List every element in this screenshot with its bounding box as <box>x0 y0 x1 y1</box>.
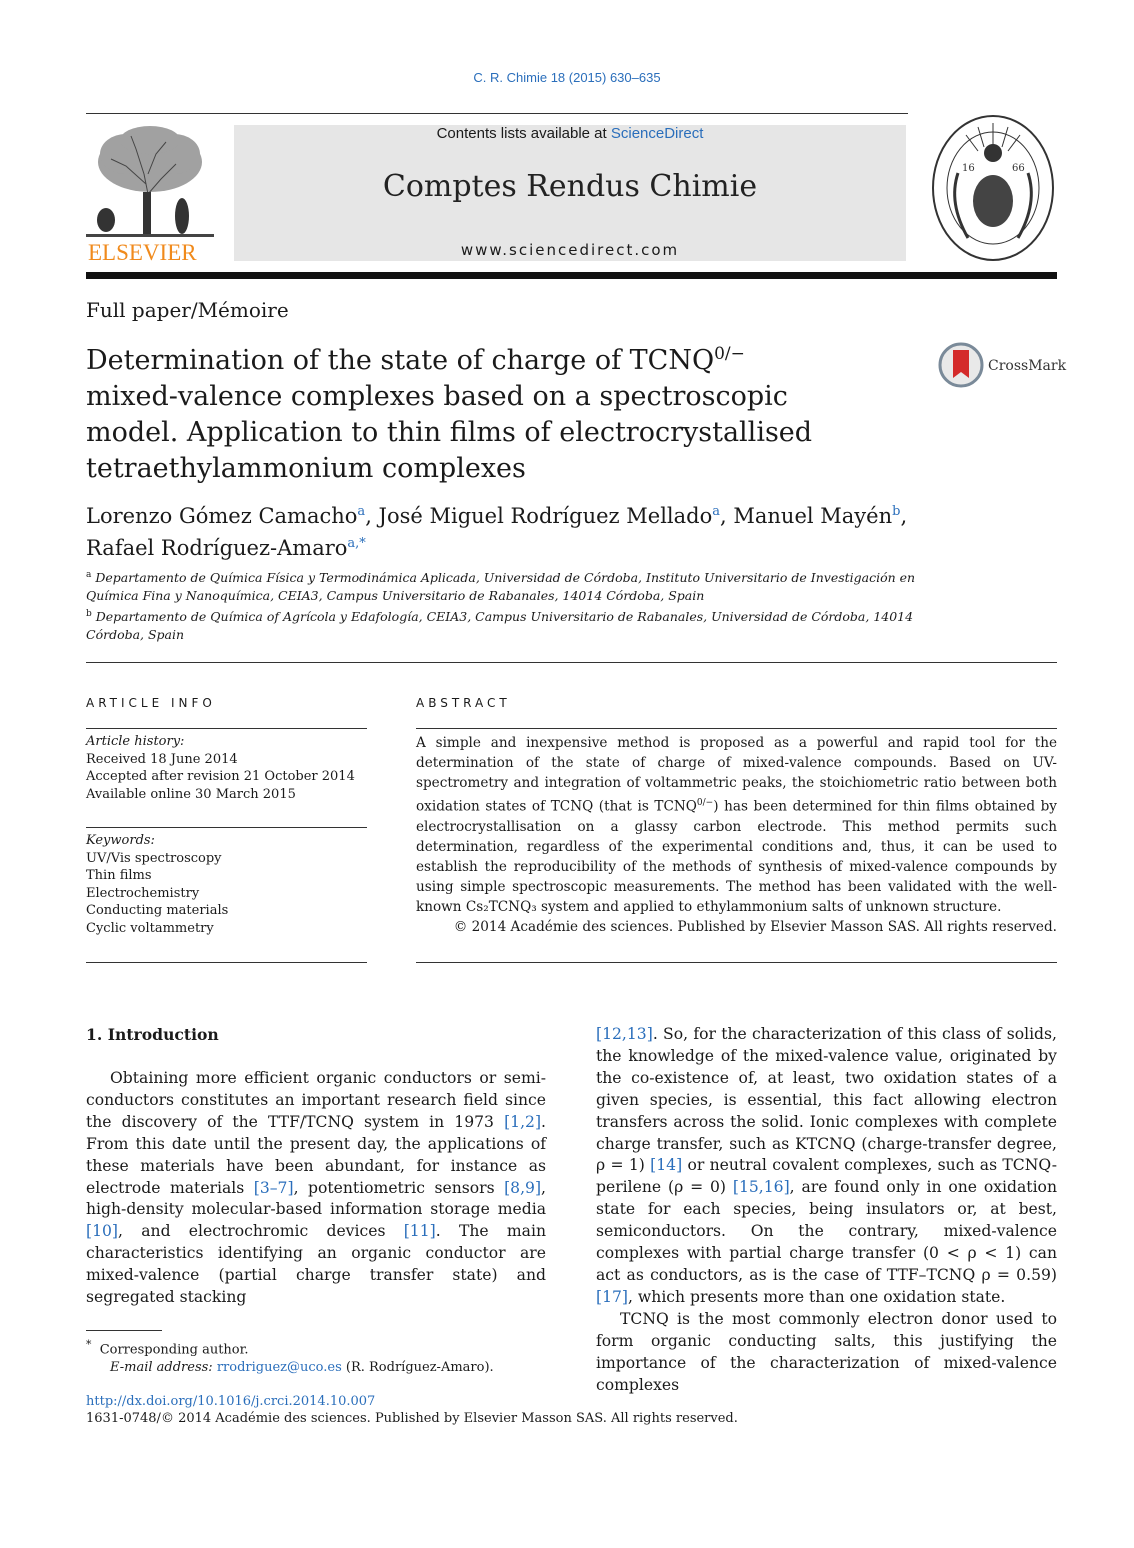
svg-text:16: 16 <box>962 163 975 174</box>
history-item: Accepted after revision 21 October 2014 <box>86 769 355 785</box>
journal-name: Comptes Rendus Chimie <box>382 169 758 204</box>
keywords: Keywords: UV/Vis spectroscopy Thin films Electrochemistry Conducting materials Cyclic voltammetry <box>86 832 367 938</box>
author: Lorenzo Gómez Camacho <box>86 504 358 528</box>
section-heading-introduction: 1. Introduction <box>86 1025 219 1044</box>
section-rule <box>86 662 1057 663</box>
article-info-rule <box>86 728 367 729</box>
keyword-item: UV/Vis spectroscopy <box>86 850 222 866</box>
ref-link[interactable]: [1,2] <box>504 1112 542 1131</box>
academie-seal <box>928 113 1058 263</box>
ref-link[interactable]: [3–7] <box>253 1178 294 1197</box>
affiliations <box>86 566 926 644</box>
seal-icon <box>928 113 1058 263</box>
contents-line: Contents lists available at ScienceDirect <box>436 125 704 142</box>
article-title: Determination of the state of charge of $TCNQ^{0/-}$ mixed-valence complexes based on a spectroscopic model. Application to thin films of electrocrystallised tetraethylammonium complexes <box>86 344 813 484</box>
ref-link[interactable]: [10] <box>86 1222 119 1241</box>
elsevier-logo <box>86 124 214 264</box>
author: José Miguel Rodríguez Mellado <box>378 504 713 528</box>
ref-link[interactable]: [14] <box>650 1156 683 1175</box>
email-link[interactable]: rrodriguez@uco.es <box>216 1360 342 1376</box>
header-thick-rule <box>86 272 1057 279</box>
article-info-heading: ARTICLE INFO <box>86 696 216 710</box>
ref-link[interactable]: [17] <box>596 1287 629 1306</box>
keyword-item: Electrochemistry <box>86 885 200 901</box>
body-column-left <box>86 1068 546 1309</box>
history-item: Received 18 June 2014 <box>86 751 238 767</box>
intro-paragraph-1: Obtaining more efficient organic conductors or semi-conductors constitutes an important research field since the discovery of the TTF/TCNQ system in 1973 [1,2]. From this date until the present day, the applications of these materials have been abundant, for instance as electrode materials [3–7], potentiometric sensors [8,9], high-density molecular-based information storage media [10], and electrochromic devices [11]. The main characteristics identifying an organic conductor are mixed-valence (partial charge transfer state) and segregated stacking <box>86 1069 546 1307</box>
abstract-rule <box>416 728 1057 729</box>
affiliation-item: $^b$ Departamento de Química of Agrícola y Edafología, CEIA3, Campus Universitario de Rabanales, Universidad de Córdoba, 14014 Córdoba, Spain <box>86 609 914 643</box>
abstract-copyright: © 2014 Académie des sciences. Published by Elsevier Masson SAS. All rights reserved. <box>453 918 1057 935</box>
sciencedirect-link[interactable]: ScienceDirect <box>610 125 704 142</box>
journal-banner <box>234 125 906 261</box>
author-list: Lorenzo Gómez Camacho$^a$, José Miguel Rodríguez Mellado$^a$, Manuel Mayén$^b$, Rafael Rodríguez-Amaro$^{a,*}$ <box>86 504 908 560</box>
ref-link[interactable]: [8,9] <box>504 1178 542 1197</box>
article-history: Article history: Received 18 June 2014 Accepted after revision 21 October 2014 Available online 30 March 2015 <box>86 733 367 803</box>
keyword-item: Thin films <box>86 868 152 884</box>
footer <box>86 1393 738 1427</box>
journal-url[interactable]: www.sciencedirect.com <box>460 241 680 259</box>
svg-text:66: 66 <box>1012 163 1025 174</box>
header-rule <box>86 113 908 114</box>
abstract-heading: ABSTRACT <box>416 696 511 710</box>
abstract-text: A simple and inexpensive method is proposed as a powerful and rapid tool for the determination of the state of charge of mixed-valence compounds. Based on UV-spectrometry and integration of voltammetric peaks, the stoichiometric ratio between both oxidation states of TCNQ (that is $TCNQ^{0/-}$) has been determined for thin films obtained by electrocrystallisation on a glassy carbon electrode. This method permits such determination, regardless of the experimental conditions and, thus, it can be used to establish the reproducibility of the methods of synthesis of mixed-valence compounds by using simple spectroscopic measurements. The method has been validated with the well-known Cs₂TCNQ₃ system and applied to ethylammonium salts of unknown structure. © 2014 Académie des sciences. Published by Elsevier Masson SAS. All rights reserved. <box>416 735 1057 935</box>
history-item: Available online 30 March 2015 <box>86 786 296 802</box>
keyword-item: Conducting materials <box>86 903 229 919</box>
intro-paragraph-continued: [12,13]. So, for the characterization of this class of solids, the knowledge of the mixed-valence value, originated by the co-existence of, at least, two oxidation states of a given species, is essential, this fact allowing electron transfers across the solid. Ionic complexes with complete charge transfer, such as KTCNQ (charge-transfer degree, ρ = 1) [14] or neutral covalent complexes, such as TCNQ-perilene (ρ = 0) [15,16], are found only in one oxidation state for each species, being insulators or, at best, semiconductors. On the contrary, mixed-valence complexes with partial charge transfer (0 < ρ < 1) can act as conductors, as is the case of TTF–TCNQ ρ = 0.59) [17], which presents more than one oxidation state. <box>596 1025 1057 1306</box>
abstract-bottom-rule <box>416 962 1057 963</box>
affiliation-item: $^a$ Departamento de Química Física y Termodinámica Aplicada, Universidad de Córdoba, Instituto Universitario de Investigación en Química Fina y Nanoquímica, CEIA3, Campus Universitario de Rabanales, 14014 Córdoba, Spain <box>86 570 916 604</box>
ref-link[interactable]: [12,13] <box>596 1025 653 1043</box>
body-column-right <box>596 1024 1057 1396</box>
issn-line: 1631-0748/© 2014 Académie des sciences. Published by Elsevier Masson SAS. All rights reserved. <box>86 1411 738 1426</box>
corresponding-author-footnote: * Corresponding author. E-mail address: rrodriguez@uco.es (R. Rodríguez-Amaro). <box>86 1338 494 1376</box>
ref-link[interactable]: [15,16] <box>732 1178 790 1197</box>
keyword-item: Cyclic voltammetry <box>86 920 214 936</box>
doi-link[interactable]: http://dx.doi.org/10.1016/j.crci.2014.10.007 <box>86 1394 376 1409</box>
author: Manuel Mayén <box>733 504 893 528</box>
article-info-bottom-rule <box>86 962 367 963</box>
ref-link[interactable]: [11] <box>403 1222 436 1241</box>
tree-icon <box>86 124 214 240</box>
keywords-rule <box>86 827 367 828</box>
intro-paragraph-2: TCNQ is the most commonly electron donor used to form organic conducting salts, this justifying the importance of the characterization of mixed-valence complexes <box>596 1309 1057 1394</box>
footnote-rule <box>86 1330 162 1331</box>
journal-citation[interactable]: C. R. Chimie 18 (2015) 630–635 <box>473 70 661 85</box>
paper-type: Full paper/Mémoire <box>86 298 289 322</box>
crossmark-label: CrossMark <box>988 358 1067 374</box>
crossmark-badge[interactable] <box>938 342 1068 390</box>
crossmark-icon <box>938 342 984 388</box>
elsevier-wordmark: ELSEVIER <box>88 240 197 265</box>
author: Rafael Rodríguez-Amaro <box>86 536 348 560</box>
